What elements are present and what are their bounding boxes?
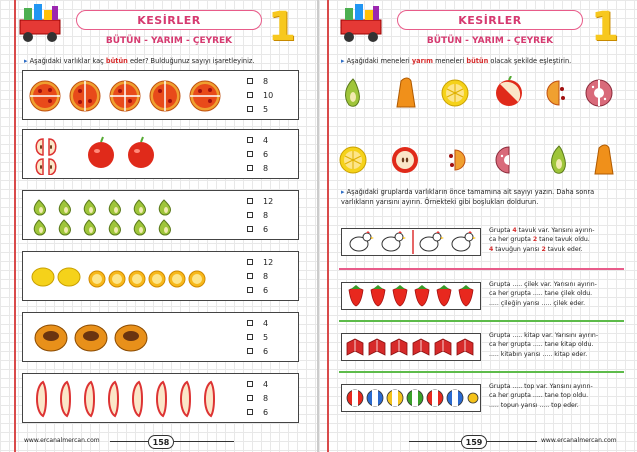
apple-slice-icons	[29, 379, 234, 419]
group-line: ..... kitabın yarısı ..... kitap eder.	[489, 350, 588, 358]
checkbox[interactable]	[247, 212, 253, 218]
option[interactable]	[247, 255, 273, 269]
group-line: Grupta	[489, 227, 513, 234]
instruction-text-end: olacak şekilde eşleştirin.	[488, 57, 572, 65]
group-line: tane tavuk oldu.	[537, 236, 590, 244]
page-title-text: KESİRLER	[458, 13, 522, 27]
option-label: 8	[263, 271, 269, 281]
group-line: ..... çileğin yarısı ..... çilek eder.	[489, 299, 586, 307]
matching-instruction	[341, 56, 623, 67]
page-number-line-right	[174, 441, 234, 442]
left-margin-line	[14, 0, 16, 452]
question-box-3	[22, 190, 299, 240]
option[interactable]	[247, 316, 268, 330]
group-line: tavuk var. Yarısını ayırın-	[516, 227, 595, 234]
page-number: 159	[461, 435, 487, 449]
filled-number: 4	[489, 245, 494, 253]
group-line: ca her grupta ..... tane top oldu.	[489, 392, 589, 400]
lemon-icons	[29, 259, 234, 295]
question-box-5	[22, 312, 299, 362]
option[interactable]	[247, 88, 273, 102]
option-label: 8	[263, 163, 269, 173]
group-instruction-text: Aşağıdaki gruplarda varlıkların önce tamamına ait sayıyı yazın. Daha sonra varlıkların yarısını ayırın. Örnekteki gibi boşlukları doldurun.	[341, 188, 595, 206]
option-label: 10	[263, 90, 274, 100]
checkbox[interactable]	[247, 334, 253, 340]
pizza-slices-group	[29, 75, 237, 117]
footer-website: www.ercanalmercan.com	[24, 437, 100, 444]
group-line: tavuk eder.	[545, 245, 583, 253]
filled-number: 4	[512, 227, 517, 234]
checkbox[interactable]	[247, 151, 253, 157]
page-subtitle: BÜTÜN - YARIM - ÇEYREK	[426, 36, 554, 46]
group-line: ca her grupta ..... tane kitap oldu.	[489, 341, 594, 349]
group-line: Grupta ..... top var. Yarısını ayırın-	[489, 383, 593, 390]
left-instruction	[24, 56, 304, 67]
option[interactable]	[247, 102, 273, 116]
pear-icons	[29, 196, 234, 236]
match-row-wholes	[337, 142, 617, 178]
option-label: 8	[263, 210, 269, 220]
option[interactable]	[247, 391, 268, 405]
ball-icons	[345, 386, 479, 410]
page-title-text: KESİRLER	[137, 13, 201, 27]
option[interactable]	[247, 330, 268, 344]
strawberry-icons	[345, 284, 479, 308]
option[interactable]	[247, 377, 268, 391]
filled-number: 2	[541, 245, 546, 253]
instruction-text: Aşağıdaki varlıklar kaç	[29, 57, 106, 65]
group-box-books	[341, 333, 481, 361]
group-line: ..... topun yarısı ..... top eder.	[489, 401, 579, 409]
option-label: 12	[263, 257, 274, 267]
checkbox[interactable]	[247, 226, 253, 232]
group-text-balls	[489, 382, 621, 410]
option-label: 5	[263, 332, 269, 342]
checkbox[interactable]	[247, 409, 253, 415]
match-row-halves	[337, 76, 617, 110]
question-box-4	[22, 251, 299, 301]
option[interactable]	[247, 283, 273, 297]
group-separator	[339, 371, 624, 373]
group-instruction	[341, 187, 623, 207]
option[interactable]	[247, 222, 273, 236]
page-number: 158	[148, 435, 174, 449]
option[interactable]	[247, 344, 268, 358]
lemons-group	[29, 256, 237, 298]
whole-fruit-icons[interactable]	[337, 142, 617, 178]
apricot-icons	[29, 320, 234, 356]
checkbox[interactable]	[247, 273, 253, 279]
instruction-highlight-2: bütün	[466, 57, 489, 65]
page-title	[76, 10, 262, 30]
option-label: 6	[263, 346, 269, 356]
page-number-line-left	[110, 441, 148, 442]
answer-options-6	[247, 377, 268, 419]
checkbox[interactable]	[247, 165, 253, 171]
group-box-chickens	[341, 228, 481, 256]
pizza-icons	[29, 79, 234, 113]
chicken-icons	[345, 230, 479, 254]
option-label: 6	[263, 407, 269, 417]
number-one-icon: 1	[268, 4, 296, 50]
group-line: ca her grupta	[489, 236, 533, 244]
group-line: Grupta ..... çilek var. Yarısını ayırın-	[489, 281, 597, 288]
option[interactable]	[247, 269, 273, 283]
option-label: 6	[263, 224, 269, 234]
page-subtitle: BÜTÜN - YARIM - ÇEYREK	[105, 36, 233, 46]
checkbox[interactable]	[247, 92, 253, 98]
apricots-group	[29, 317, 237, 359]
book-icons	[345, 335, 479, 359]
left-page	[0, 0, 318, 452]
group-box-strawberries	[341, 282, 481, 310]
checkbox[interactable]	[247, 395, 253, 401]
answer-options-5	[247, 316, 268, 358]
option-label: 8	[263, 76, 269, 86]
checkbox[interactable]	[247, 106, 253, 112]
option-label: 12	[263, 196, 274, 206]
group-line: tavuğun yarısı	[493, 245, 542, 253]
page-number-line-right	[487, 441, 537, 442]
instruction-text-mid: meneleri	[433, 57, 467, 65]
half-fruit-icons[interactable]	[337, 76, 617, 110]
right-margin-line	[327, 0, 329, 452]
group-separator	[339, 320, 624, 322]
checkbox[interactable]	[247, 320, 253, 326]
pears-group	[29, 195, 237, 237]
checkbox[interactable]	[247, 78, 253, 84]
arrow-icon: ▸	[341, 57, 345, 65]
apples-group	[29, 134, 237, 176]
checkbox[interactable]	[247, 381, 253, 387]
arrow-icon: ▸	[341, 188, 345, 196]
option[interactable]	[247, 133, 268, 147]
instruction-highlight: yarım	[411, 57, 433, 65]
instruction-text-end: eder? Bulduğunuz sayıyı işaretleyiniz.	[127, 57, 255, 65]
option[interactable]	[247, 74, 273, 88]
option-label: 6	[263, 285, 269, 295]
instruction-text: Aşağıdaki meneleri	[346, 57, 412, 65]
group-line: ca her grupta ..... tane çilek oldu.	[489, 290, 593, 298]
checkbox[interactable]	[247, 198, 253, 204]
group-text-books	[489, 331, 621, 359]
filled-number: 2	[532, 236, 538, 244]
option[interactable]	[247, 194, 273, 208]
option-label: 8	[263, 393, 269, 403]
apple-icons	[29, 135, 234, 175]
option[interactable]	[247, 147, 268, 161]
page-title	[397, 10, 583, 30]
page-number-line-left	[409, 441, 461, 442]
option[interactable]	[247, 161, 268, 175]
arrow-icon: ▸	[24, 57, 28, 65]
group-box-balls	[341, 384, 481, 412]
right-page	[319, 0, 637, 452]
group-separator	[339, 268, 624, 270]
option[interactable]	[247, 405, 268, 419]
option-label: 4	[263, 318, 269, 328]
checkbox[interactable]	[247, 259, 253, 265]
checkbox[interactable]	[247, 137, 253, 143]
answer-options-1	[247, 74, 273, 116]
toy-wagon-icon	[16, 2, 66, 44]
answer-options-4	[247, 255, 273, 297]
option-label: 5	[263, 104, 269, 114]
apple-slices-group	[29, 378, 237, 420]
answer-options-2	[247, 133, 268, 175]
option[interactable]	[247, 208, 273, 222]
group-text-chickens	[489, 226, 621, 254]
group-text-strawberries	[489, 280, 621, 308]
footer-website: www.ercanalmercan.com	[541, 437, 617, 444]
group-line: Grupta ..... kitap var. Yarısını ayırın-	[489, 332, 599, 339]
question-box-2	[22, 129, 299, 179]
option-label: 4	[263, 135, 269, 145]
question-box-1	[22, 70, 299, 120]
option-label: 4	[263, 379, 269, 389]
number-one-icon: 1	[591, 4, 619, 50]
toy-wagon-icon	[337, 2, 387, 44]
checkbox[interactable]	[247, 348, 253, 354]
option-label: 6	[263, 149, 269, 159]
instruction-highlight: bütün	[105, 57, 128, 65]
question-box-6	[22, 373, 299, 423]
checkbox[interactable]	[247, 287, 253, 293]
answer-options-3	[247, 194, 273, 236]
